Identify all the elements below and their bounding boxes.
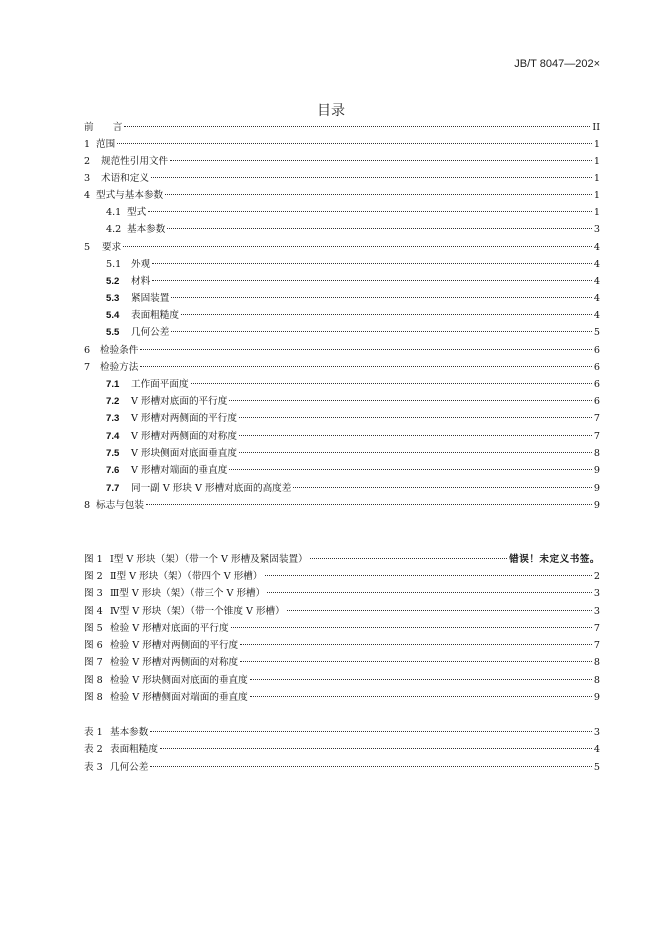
dot-leader bbox=[165, 194, 592, 195]
toc-entry-foreword[interactable] bbox=[84, 120, 600, 136]
toc-entry-text: V 形槽对底面的平行度 bbox=[131, 396, 228, 407]
toc-entry-number: 4.2 bbox=[106, 224, 122, 235]
figure-caption: 检验 V 形块侧面对底面的垂直度 bbox=[110, 675, 248, 686]
figure-label: 图 7 bbox=[84, 657, 103, 668]
figure-caption: 检验 V 形槽对两侧面的平行度 bbox=[110, 640, 239, 651]
toc-entry-page: 4 bbox=[593, 259, 600, 270]
table-label: 表 3 bbox=[84, 762, 103, 773]
toc-entry-7-4[interactable] bbox=[106, 429, 600, 445]
dot-leader bbox=[151, 177, 592, 178]
toc-entry-page: 4 bbox=[593, 310, 600, 321]
figure-page: 8 bbox=[593, 675, 600, 686]
toc-entry-number: 7.5 bbox=[106, 448, 120, 459]
toc-entry-7-3[interactable] bbox=[106, 411, 600, 427]
toc-entry-number: 5.5 bbox=[106, 327, 120, 338]
toc-entry-text: 材料 bbox=[131, 276, 151, 287]
toc-entry-4[interactable] bbox=[84, 188, 600, 204]
dot-leader bbox=[231, 627, 592, 628]
toc-entry-number: 2 bbox=[84, 156, 91, 167]
toc-entry-number: 前 言 bbox=[84, 122, 123, 133]
toc-entry-5-2[interactable] bbox=[106, 274, 600, 290]
toc-entry-7-1[interactable] bbox=[106, 377, 600, 393]
figure-page: 7 bbox=[593, 640, 600, 651]
figure-label: 图 6 bbox=[84, 640, 103, 651]
toc-entry-page: 4 bbox=[593, 242, 600, 253]
figure-entry-1[interactable] bbox=[84, 552, 600, 568]
table-caption: 表面粗糙度 bbox=[110, 744, 158, 755]
toc-entry-3[interactable] bbox=[84, 171, 600, 187]
figure-caption: Ⅰ型 V 形块（架）（带一个 V 形槽及紧固装置） bbox=[110, 554, 308, 565]
toc-entry-page: 5 bbox=[593, 327, 600, 338]
toc-entry-page: 1 bbox=[593, 207, 600, 218]
dot-leader bbox=[229, 469, 592, 470]
toc-entry-page: 6 bbox=[593, 379, 600, 390]
dot-leader bbox=[140, 366, 592, 367]
table-entry-2[interactable] bbox=[84, 742, 600, 758]
toc-entry-number: 3 bbox=[84, 173, 91, 184]
toc-entry-5-5[interactable] bbox=[106, 325, 600, 341]
toc-entry-number: 4 bbox=[84, 190, 91, 201]
toc-entry-number: 5.3 bbox=[106, 293, 120, 304]
dot-leader bbox=[150, 731, 592, 732]
toc-entry-text: 型式与基本参数 bbox=[96, 190, 164, 201]
toc-entry-number: 5 bbox=[84, 242, 91, 253]
toc-entry-8[interactable] bbox=[84, 498, 600, 514]
dot-leader bbox=[146, 504, 592, 505]
toc-entry-number: 7.2 bbox=[106, 396, 120, 407]
toc-entry-text: 检验方法 bbox=[100, 362, 139, 373]
toc-entry-page: 9 bbox=[593, 483, 600, 494]
toc-entry-6[interactable] bbox=[84, 343, 600, 359]
figure-caption: 检验 V 形槽对底面的平行度 bbox=[110, 623, 229, 634]
toc-entry-text: 型式 bbox=[127, 207, 147, 218]
dot-leader bbox=[152, 280, 592, 281]
dot-leader bbox=[181, 314, 592, 315]
toc-entry-7[interactable] bbox=[84, 360, 600, 376]
toc-entry-text: 紧固装置 bbox=[131, 293, 170, 304]
dot-leader bbox=[250, 679, 592, 680]
toc-entry-7-6[interactable] bbox=[106, 463, 600, 479]
dot-leader bbox=[140, 349, 592, 350]
table-entry-3[interactable] bbox=[84, 760, 600, 776]
toc-entry-page: 1 bbox=[593, 139, 600, 150]
bookmark-error-text: 错误！未定义书签。 bbox=[509, 554, 600, 565]
dot-leader bbox=[239, 417, 592, 418]
toc-entry-number: 7.1 bbox=[106, 379, 120, 390]
figure-entry-2[interactable] bbox=[84, 569, 600, 585]
toc-entry-page: 7 bbox=[593, 413, 600, 424]
figure-page: 7 bbox=[593, 623, 600, 634]
toc-entry-number: 8 bbox=[84, 500, 91, 511]
figure-page: 8 bbox=[593, 657, 600, 668]
toc-entry-text: V 形槽对两侧面的对称度 bbox=[131, 431, 237, 442]
figure-label: 图 1 bbox=[84, 554, 103, 565]
figure-label: 图 8 bbox=[84, 675, 103, 686]
figure-entry-4[interactable] bbox=[84, 604, 600, 620]
figure-entry-8b[interactable] bbox=[84, 690, 600, 706]
toc-entry-page: 3 bbox=[593, 224, 600, 235]
toc-entry-number: 7.6 bbox=[106, 465, 120, 476]
toc-entry-7-7[interactable] bbox=[106, 481, 600, 497]
table-label: 表 1 bbox=[84, 727, 103, 738]
dot-leader bbox=[123, 246, 592, 247]
toc-entry-text: 几何公差 bbox=[131, 327, 170, 338]
figure-page: 9 bbox=[593, 692, 600, 703]
toc-entry-4-1[interactable] bbox=[106, 205, 600, 221]
toc-entry-number: 7.4 bbox=[106, 431, 120, 442]
toc-entry-7-2[interactable] bbox=[106, 394, 600, 410]
dot-leader bbox=[150, 766, 592, 767]
toc-entry-number: 7 bbox=[84, 362, 91, 373]
toc-entry-page: 8 bbox=[593, 448, 600, 459]
toc-entry-page: II bbox=[592, 122, 600, 133]
figure-label: 图 5 bbox=[84, 623, 103, 634]
dot-leader bbox=[229, 400, 592, 401]
toc-entry-page: 4 bbox=[593, 276, 600, 287]
toc-entry-text: 标志与包装 bbox=[96, 500, 144, 511]
toc-entry-1[interactable] bbox=[84, 137, 600, 153]
toc-entry-page: 1 bbox=[593, 156, 600, 167]
toc-entry-number: 5.2 bbox=[106, 276, 120, 287]
toc-entry-5[interactable] bbox=[84, 240, 600, 256]
toc-entry-text: 要求 bbox=[102, 242, 122, 253]
toc-entry-number: 5.1 bbox=[106, 259, 122, 270]
toc-entry-text: 规范性引用文件 bbox=[101, 156, 169, 167]
toc-entry-text: V 形槽对两侧面的平行度 bbox=[131, 413, 237, 424]
toc-entry-number: 6 bbox=[84, 345, 91, 356]
toc-entry-7-5[interactable] bbox=[106, 446, 600, 462]
toc-entry-5-1[interactable] bbox=[106, 257, 600, 273]
toc-entry-text: V 形块侧面对底面垂直度 bbox=[131, 448, 237, 459]
dot-leader bbox=[171, 331, 592, 332]
toc-entry-5-3[interactable] bbox=[106, 291, 600, 307]
toc-entry-text: 范围 bbox=[96, 139, 116, 150]
figure-entry-5[interactable] bbox=[84, 621, 600, 637]
figure-label: 图 2 bbox=[84, 571, 103, 582]
toc-entry-text: 基本参数 bbox=[127, 224, 166, 235]
figure-caption: 检验 V 形槽侧面对端面的垂直度 bbox=[110, 692, 248, 703]
dot-leader bbox=[265, 575, 592, 576]
toc-entry-page: 7 bbox=[593, 431, 600, 442]
toc-entry-text: 外观 bbox=[131, 259, 151, 270]
toc-entry-page: 6 bbox=[593, 362, 600, 373]
dot-leader bbox=[240, 644, 592, 645]
dot-leader bbox=[293, 487, 592, 488]
toc-entry-text: 术语和定义 bbox=[101, 173, 149, 184]
document-code: JB/T 8047—202× bbox=[514, 58, 600, 70]
table-label: 表 2 bbox=[84, 744, 103, 755]
toc-entry-page: 9 bbox=[593, 500, 600, 511]
table-page: 4 bbox=[593, 744, 600, 755]
toc-entry-page: 1 bbox=[593, 190, 600, 201]
figure-entry-6[interactable] bbox=[84, 638, 600, 654]
figure-label: 图 8 bbox=[84, 692, 103, 703]
toc-entry-page: 6 bbox=[593, 345, 600, 356]
figure-entry-3[interactable] bbox=[84, 586, 600, 602]
toc-entry-number: 7.7 bbox=[106, 483, 120, 494]
figure-page: 3 bbox=[593, 606, 600, 617]
toc-entry-text: 检验条件 bbox=[100, 345, 139, 356]
dot-leader bbox=[152, 263, 592, 264]
toc-entry-text: 表面粗糙度 bbox=[131, 310, 179, 321]
toc-entry-number: 1 bbox=[84, 139, 91, 150]
dot-leader bbox=[240, 661, 592, 662]
toc-entry-page: 6 bbox=[593, 396, 600, 407]
dot-leader bbox=[148, 211, 592, 212]
toc-title: 目录 bbox=[317, 103, 345, 119]
table-caption: 基本参数 bbox=[110, 727, 149, 738]
figure-caption: 检验 V 形槽对两侧面的对称度 bbox=[110, 657, 239, 668]
figure-caption: Ⅱ型 V 形块（架）（带四个 V 形槽） bbox=[110, 571, 263, 582]
dot-leader bbox=[191, 383, 592, 384]
toc-entry-number: 5.4 bbox=[106, 310, 120, 321]
figure-page: 2 bbox=[593, 571, 600, 582]
figure-entry-8a[interactable] bbox=[84, 673, 600, 689]
table-caption: 几何公差 bbox=[110, 762, 149, 773]
toc-entry-number: 4.1 bbox=[106, 207, 122, 218]
toc-entry-text: 同一副 V 形块 V 形槽对底面的高度差 bbox=[131, 483, 292, 494]
table-page: 3 bbox=[593, 727, 600, 738]
dot-leader bbox=[171, 297, 592, 298]
dot-leader bbox=[239, 452, 592, 453]
figure-entry-7[interactable] bbox=[84, 655, 600, 671]
dot-leader bbox=[239, 435, 592, 436]
toc-entry-text: V 形槽对端面的垂直度 bbox=[131, 465, 228, 476]
dot-leader bbox=[170, 160, 592, 161]
toc-entry-number: 7.3 bbox=[106, 413, 120, 424]
dot-leader bbox=[287, 610, 592, 611]
figure-caption: Ⅳ型 V 形块（架）（带一个锥度 V 形槽） bbox=[110, 606, 285, 617]
dot-leader bbox=[117, 143, 592, 144]
figure-page: 3 bbox=[593, 588, 600, 599]
toc-entry-page: 9 bbox=[593, 465, 600, 476]
table-entry-1[interactable] bbox=[84, 725, 600, 741]
toc-entry-4-2[interactable] bbox=[106, 222, 600, 238]
dot-leader bbox=[124, 126, 590, 127]
dot-leader bbox=[167, 228, 592, 229]
figure-caption: Ⅲ型 V 形块（架）（带三个 V 形槽） bbox=[110, 588, 266, 599]
figure-label: 图 3 bbox=[84, 588, 103, 599]
dot-leader bbox=[160, 748, 592, 749]
dot-leader bbox=[250, 696, 592, 697]
dot-leader bbox=[267, 592, 592, 593]
toc-entry-text: 工作面平面度 bbox=[131, 379, 189, 390]
table-page: 5 bbox=[593, 762, 600, 773]
figure-label: 图 4 bbox=[84, 606, 103, 617]
toc-entry-page: 1 bbox=[593, 173, 600, 184]
toc-entry-2[interactable] bbox=[84, 154, 600, 170]
toc-entry-page: 4 bbox=[593, 293, 600, 304]
toc-entry-5-4[interactable] bbox=[106, 308, 600, 324]
dot-leader bbox=[310, 558, 507, 559]
